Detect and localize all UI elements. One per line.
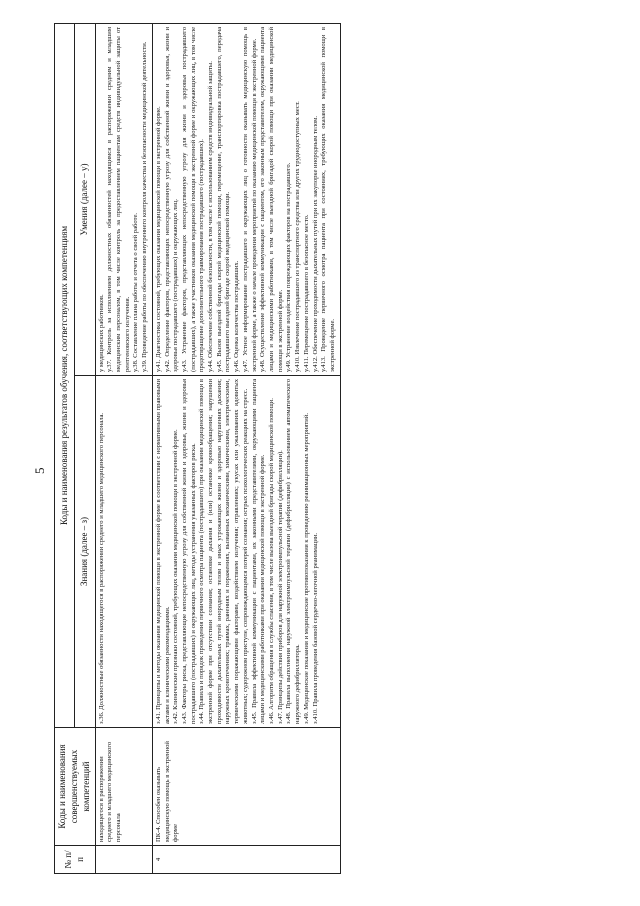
competency-table	[54, 23, 341, 874]
knowledge-item: з.45. Правила эффективной коммуникации с пациентами, их законными представителями, окружающими пациента лицами и медицинскими работниками при оказании медицинской помощи в экстренной форме.	[250, 379, 267, 724]
skill-item: у.48. Осуществление эффективной коммуникации с пациентом, его законным представителем, окружающими пациента лицами и медицинскими работниками, в том числе выездной бригадой скорой помощи при оказании медицинской помощи в экстренной форме.	[259, 27, 284, 372]
header-codes: Коды и наименования совершенствуемых компетенций	[55, 728, 96, 846]
table-row	[95, 24, 152, 874]
header-results: Коды и наименования результатов обучения, соответствующих компетенциям	[55, 24, 75, 728]
skill-item: у.43. Устранение факторов, представляющих непосредственную угрозу для жизни и здоровья пострадавшего (пострадавших), а также участников оказания медицинской помощи в экстренной форме и окружающих лиц, в том числе предотвращение дополнительного травмирования пострадавшего (пострадавших).	[180, 27, 206, 372]
knowledge-item: з.41. Принципы и методы оказания медицинской помощи в экстренной форме в соответствии с нормативными правовыми актами и клиническими рекомендациями.	[154, 379, 171, 724]
knowledge-item: з.44. Правила и порядок проведения первичного осмотра пациента (пострадавшего) при оказании медицинской помощи в экстренной форме при отсутствии сознания; остановке дыхания и (или) остановке кровообращения; нарушении проходимости дыхательных путей инородным телом и иных угрожающих жизни и здоровью нарушениях дыхания; наружных кровотечениях; травмах, ранениях и поражениях, вызванных механическими, химическими, электрическими, термическими поражающими факторами, воздействием излучения; отравлениях; укусах или ужаливаниях ядовитых животных; судорожном приступе, сопровождающемся потерей сознания; острых психологических реакциях на стресс.	[198, 379, 249, 724]
skills-cell	[95, 24, 152, 376]
skill-item: у.49. Устранение воздействия повреждающих факторов на пострадавшего.	[285, 162, 293, 372]
rotated-page	[32, 24, 612, 874]
skill-item: у медицинских работников.	[97, 294, 105, 372]
header-knowledge: Знания (далее – з)	[75, 376, 95, 728]
skill-item: у.44. Обеспечение собственной безопасности, в том числе с использованием средств индивидуальной защиты.	[207, 61, 215, 372]
knowledge-item: з.47. Принципы действия приборов для наружной электроимпульсной терапии (дефибрилляции).	[276, 450, 284, 724]
knowledge-item: з.49. Медицинские показания и медицинские противопоказания к проведению реанимационных мероприятий.	[302, 412, 310, 724]
knowledge-item: з.36. Должностные обязанности находящегося в распоряжении среднего и младшего медицинского персонала.	[97, 412, 105, 724]
skill-item: у.410. Извлечение пострадавшего из транспортного средства или других труднодоступных мест.	[294, 101, 302, 372]
skill-item: у.37. Контроль за исполнением должностных обязанностей находящимся в распоряжении средним и младшим медицинским персоналом, в том числе контроль за предоставлением пациентам средств индивидуальной защиты от рентгеновского излучения.	[106, 27, 131, 372]
header-skills: Умения (далее – у)	[75, 24, 95, 376]
skill-item: у.411. Перемещение пострадавшего в безопасное место.	[302, 214, 310, 372]
knowledge-item: з.42. Клинические признаки состояний, требующих оказания медицинской помощи в экстренной форме.	[172, 429, 180, 724]
knowledge-item: з.410. Правила проведения базовой сердечно-легочной реанимации.	[311, 532, 319, 724]
row-num	[95, 846, 152, 874]
knowledge-cell	[152, 376, 340, 728]
table-row	[152, 24, 340, 874]
skill-item: у.413. Проведение первичного осмотра пациента при состояниях, требующих оказания медицинской помощи в экстренной форме.	[320, 27, 336, 372]
skill-item: у.46. Оценка количества пострадавших.	[233, 260, 241, 372]
header-num: № п/п	[55, 846, 96, 874]
skill-item: у.45. Вызов выездной бригады скорой медицинской помощи, перемещение, транспортировка пострадавшего, передача пострадавшего выездной бригаде скорой медицинской помощи.	[215, 27, 232, 372]
skill-item: у.38. Составление плана работы и отчета о своей работе.	[132, 212, 140, 372]
knowledge-item: з.48. Правила выполнения наружной электроимпульсной терапии (дефибрилляции) с использованием автоматического наружного дефибриллятора.	[285, 379, 302, 724]
skill-item: у.41. Диагностика состояний, требующих оказания медицинской помощи в экстренной форме.	[154, 106, 162, 372]
skills-cell	[152, 24, 340, 376]
competency-cell: находящегося в распоряжении среднего и младшего медицинского персонала	[95, 728, 152, 846]
skill-item: у.39. Проведение работы по обеспечению внутреннего контроля качества и безопасности медицинской деятельности.	[141, 41, 149, 372]
row-num: 4	[152, 846, 340, 874]
knowledge-item: з.46. Алгоритм обращения в службы спасения, в том числе вызова выездной бригады скорой медицинской помощи.	[267, 398, 275, 724]
competency-cell: ПК-4. Способен оказывать медицинскую помощь в экстренной форме	[152, 728, 340, 846]
knowledge-item: з.43. Факторы риска, представляющие непосредственную угрозу для собственной жизни и здоровья, жизни и здоровья пострадавшего (пострадавших) и окружающих лиц, методы устранения указанных факторов риска.	[180, 379, 197, 724]
skill-item: у.47. Устное информирование пострадавшего и окружающих лиц о готовности оказывать медицинскую помощь в экстренной форме, а также о начале проведения мероприятий по оказанию медицинской помощи в экстренной форме.	[241, 27, 258, 372]
page-number: 5	[32, 467, 47, 474]
skill-item: у.42. Определение факторов, представляющих непосредственную угрозу для собственной жизни и здоровья, жизни и здоровья пострадавшего (пострадавших) и окружающих лиц.	[163, 27, 180, 372]
skill-item: у.412. Обеспечение проходимости дыхательных путей при их закупорке инородным телом.	[311, 115, 319, 372]
knowledge-cell	[95, 376, 152, 728]
